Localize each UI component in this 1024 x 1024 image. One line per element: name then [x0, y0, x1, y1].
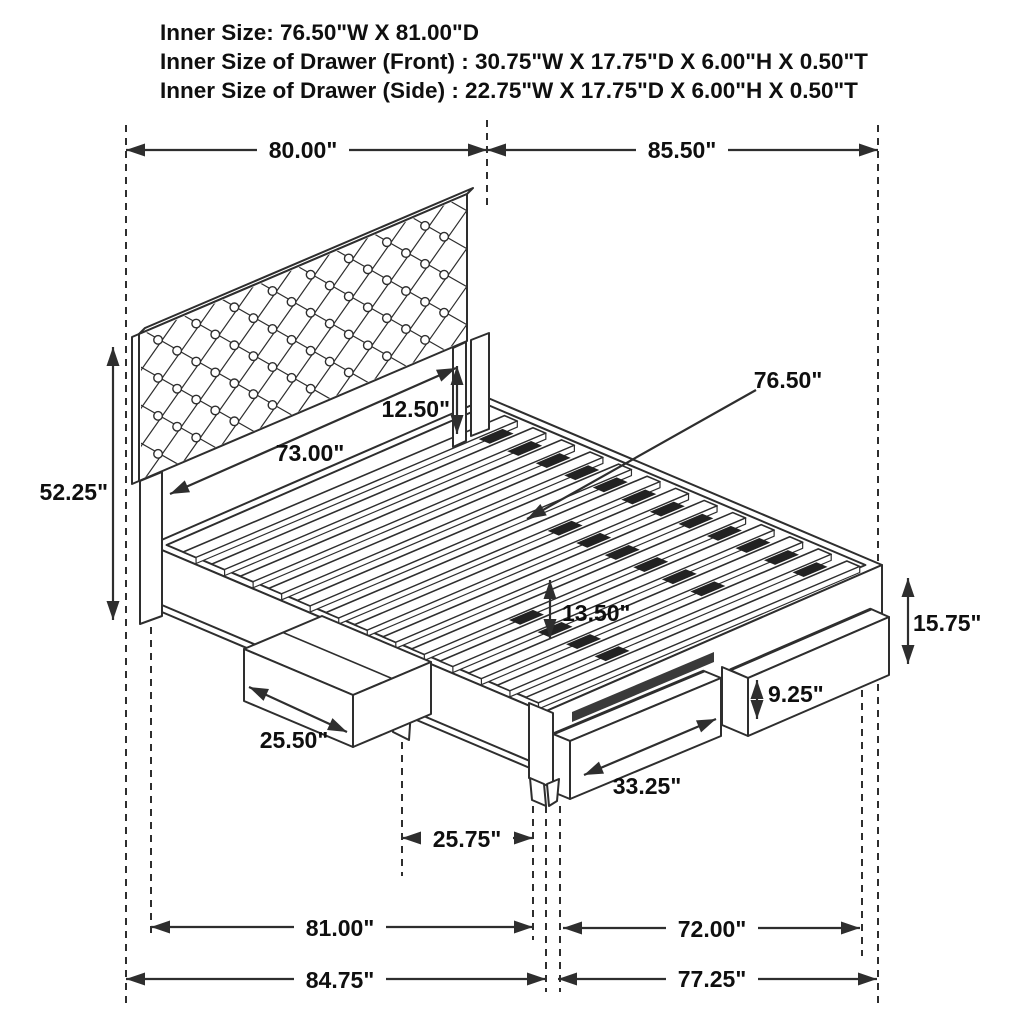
tuft-button [306, 270, 315, 279]
tuft-button [287, 298, 296, 307]
tuft-button [211, 406, 220, 415]
tuft-button [192, 319, 201, 328]
tuft-line [482, 181, 642, 272]
headboard-inner-post [453, 342, 466, 447]
tuft-line [0, 324, 147, 552]
tuft-button [192, 395, 201, 404]
tuft-button [421, 336, 430, 345]
dim-platform-height: 13.50" [562, 600, 631, 626]
dim-headboard-width: 73.00" [275, 440, 345, 466]
tuft-button [230, 303, 239, 312]
tuft-button [173, 384, 182, 393]
tuft-button [287, 336, 296, 345]
headboard-left-edge [132, 334, 139, 484]
inner-size-line: Inner Size: 76.50"W X 81.00"D [160, 20, 479, 45]
tuft-button [364, 341, 373, 350]
tuft-line [444, 129, 604, 357]
arrowhead [126, 144, 145, 157]
tuft-button [173, 346, 182, 355]
dim-front-drawer-width: 33.25" [612, 773, 682, 799]
tuft-button [211, 330, 220, 339]
tuft-button [325, 319, 334, 328]
tuft-button [230, 341, 239, 350]
tuft-button [249, 352, 258, 361]
tuft-button [364, 303, 373, 312]
tuft-button [173, 422, 182, 431]
arrowhead [468, 144, 487, 157]
dim-leg-inset: 25.75" [432, 826, 502, 852]
foot-leg-side [547, 779, 559, 806]
arrowhead [841, 922, 860, 935]
side-drawer-size-line: Inner Size of Drawer (Side) : 22.75"W X 17.75"D X 6.00"H X 0.50"T [160, 78, 858, 103]
arrowhead [563, 922, 582, 935]
tuft-button [154, 412, 163, 421]
headboard-left-leg [140, 472, 162, 624]
tuft-button [421, 222, 430, 231]
tuft-line [0, 393, 147, 484]
tuft-button [325, 281, 334, 290]
arrowhead [514, 921, 533, 934]
tuft-button [421, 298, 430, 307]
tuft-button [268, 287, 277, 296]
dim-base-depth: 81.00" [305, 915, 375, 941]
arrowhead [858, 973, 877, 986]
arrowhead [151, 921, 170, 934]
tuft-button [402, 287, 411, 296]
arrowhead [527, 973, 546, 986]
tuft-button [325, 357, 334, 366]
dim-base-width: 72.00" [677, 916, 747, 942]
tuft-button [154, 336, 163, 345]
tuft-button [268, 363, 277, 372]
tuft-button [402, 325, 411, 334]
tuft-button [440, 270, 449, 279]
arrowhead [107, 601, 120, 620]
tuft-button [364, 265, 373, 274]
dim-side-drawer-width: 25.50" [259, 727, 329, 753]
dim-headboard-height: 52.25" [39, 479, 108, 505]
tuft-button [402, 249, 411, 258]
tuft-button [192, 357, 201, 366]
dim-overall-depth: 85.50" [647, 137, 717, 163]
tuft-button [249, 314, 258, 323]
right-drawer-end [722, 667, 748, 736]
dim-slat-area-width: 76.50" [753, 367, 823, 393]
tuft-button [287, 374, 296, 383]
tuft-button [383, 352, 392, 361]
tuft-button [383, 314, 392, 323]
arrowhead [902, 645, 915, 664]
tuft-button [344, 368, 353, 377]
tuft-button [230, 417, 239, 426]
arrowhead [126, 973, 145, 986]
dim-outer-width: 77.25" [677, 966, 747, 992]
tuft-button [306, 346, 315, 355]
tuft-button [249, 390, 258, 399]
tuft-line [482, 113, 642, 341]
arrowhead [107, 347, 120, 366]
arrowhead [859, 144, 878, 157]
tuft-button [211, 368, 220, 377]
arrowhead [514, 832, 533, 845]
arrowhead [487, 144, 506, 157]
tuft-button [383, 238, 392, 247]
tuft-button [440, 308, 449, 317]
tuft-button [421, 260, 430, 269]
dim-outer-depth: 84.75" [305, 967, 375, 993]
arrowhead [902, 578, 915, 597]
tuft-button [268, 325, 277, 334]
front-drawer-size-line: Inner Size of Drawer (Front) : 30.75"W X 17.75"D X 6.00"H X 0.50"T [160, 49, 868, 74]
tuft-line [444, 198, 604, 289]
arrowhead [170, 480, 190, 494]
tuft-button [440, 232, 449, 241]
title-block [160, 20, 868, 103]
headboard-outer-post [471, 333, 489, 436]
tuft-button [154, 450, 163, 459]
arrowhead [402, 832, 421, 845]
tuft-button [192, 433, 201, 442]
tuft-button [344, 292, 353, 301]
tuft-button [306, 308, 315, 317]
dim-headboard-clearance: 12.50" [381, 396, 450, 422]
tuft-button [344, 254, 353, 263]
tuft-button [230, 379, 239, 388]
arrowhead [558, 973, 577, 986]
tuft-button [383, 276, 392, 285]
dim-frame-height: 15.75" [913, 610, 982, 636]
dim-overall-width: 80.00" [268, 137, 338, 163]
tuft-button [344, 330, 353, 339]
dim-drawer-front-height: 9.25" [768, 681, 824, 707]
tuft-button [154, 374, 163, 383]
tuft-button [306, 384, 315, 393]
tuft-button [268, 401, 277, 410]
